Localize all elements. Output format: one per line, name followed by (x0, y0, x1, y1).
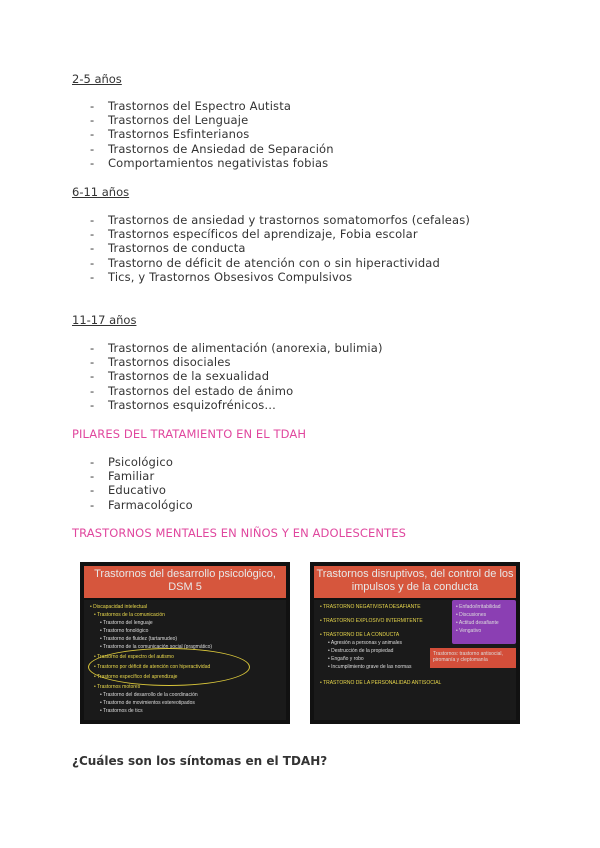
slide-line: Trastornos: trastorno antisocial, piromanía y cleptomanía (433, 651, 503, 663)
slide-line: • Trastornos de la comunicación (94, 612, 165, 618)
list-item: - Trastornos del Espectro Autista (72, 99, 334, 113)
slide-line: • Discapacidad intelectual (90, 604, 148, 610)
slide-line: • Vengativo (456, 628, 482, 634)
slide-line: • Trastorno del espectro del autismo (94, 654, 174, 660)
pilares-list (72, 455, 193, 512)
section-heading-6-11: 6-11 años (72, 185, 130, 199)
list-item: - Trastornos de la sexualidad (72, 369, 383, 383)
list-item: - Trastornos de conducta (72, 241, 470, 255)
slide-title: Trastornos del desarrollo psicológico, DSM 5 (84, 566, 286, 598)
slide-line: • TRASTORNO DE LA PERSONALIDAD ANTISOCIAL (320, 680, 442, 686)
slide-line: • Trastorno específico del aprendizaje (94, 674, 178, 680)
list-item: - Comportamientos negativistas fobias (72, 156, 334, 170)
list-item: - Familiar (72, 469, 193, 483)
list-item: - Trastornos de alimentación (anorexia, bulimia) (72, 341, 383, 355)
slide-body (84, 600, 286, 720)
section-heading-11-17: 11-17 años (72, 313, 137, 327)
list-item: - Trastorno de déficit de atención con o sin hiperactividad (72, 256, 470, 270)
purple-note-box (452, 600, 516, 644)
list-item: - Trastornos del estado de ánimo (72, 384, 383, 398)
slide-line: • Engaño y robo (328, 656, 364, 662)
slide-line: • Incumplimiento grave de las normas (328, 664, 412, 670)
question-text: ¿Cuáles son los síntomas en el TDAH? (72, 754, 328, 768)
slide-image-dsm5 (80, 562, 290, 724)
slide-line: • Enfado/irritabilidad (456, 604, 501, 610)
list-item: - Tics, y Trastornos Obsesivos Compulsivos (72, 270, 470, 284)
slide-line: • Trastorno de fluidez (tartamudeo) (100, 636, 178, 642)
slide-line: • Discusiones (456, 612, 487, 618)
slide-line: • Agresión a personas y animales (328, 640, 403, 646)
slide-line: • Trastorno del lenguaje (100, 620, 153, 626)
list-item: - Educativo (72, 483, 193, 497)
slide-image-disruptivos (310, 562, 520, 724)
slide-line: • TRASTORNO EXPLOSIVO INTERMITENTE (320, 618, 423, 624)
list-item: - Farmacológico (72, 498, 193, 512)
slide-line: • TRASTORNO NEGATIVISTA DESAFIANTE (320, 604, 421, 610)
trastornos-title: TRASTORNOS MENTALES EN NIÑOS Y EN ADOLESCENTES (72, 526, 406, 540)
slide-line: • Actitud desafiante (456, 620, 499, 626)
list-item: - Trastornos del Lenguaje (72, 113, 334, 127)
list-item: - Trastornos específicos del aprendizaje, Fobia escolar (72, 227, 470, 241)
list-2-5 (72, 99, 334, 170)
list-item: - Trastornos esquizofrénicos… (72, 398, 383, 412)
list-item: - Trastornos de Ansiedad de Separación (72, 142, 334, 156)
list-6-11 (72, 213, 470, 284)
section-heading-2-5: 2-5 años (72, 72, 122, 86)
slide-line: • Trastorno del desarrollo de la coordinación (100, 692, 198, 698)
slide-line: • Trastornos de tics (100, 708, 143, 714)
list-item: - Psicológico (72, 455, 193, 469)
pilares-title: PILARES DEL TRATAMIENTO EN EL TDAH (72, 427, 307, 441)
slide-line: • Trastorno de la comunicación social (pragmático) (100, 644, 213, 650)
list-11-17 (72, 341, 383, 412)
slide-body (314, 600, 516, 720)
slide-line: • Trastornos motores (94, 684, 141, 690)
slide-line: • Destrucción de la propiedad (328, 648, 394, 654)
slide-line: • Trastorno de movimientos estereotipados (100, 700, 195, 706)
slide-line: • TRASTORNO DE LA CONDUCTA (320, 632, 400, 638)
list-item: - Trastornos de ansiedad y trastornos somatomorfos (cefaleas) (72, 213, 470, 227)
slide-line: • Trastorno fonológico (100, 628, 149, 634)
list-item: - Trastornos Esfinterianos (72, 127, 334, 141)
slide-line: • Trastorno por déficit de atención con hiperactividad (94, 664, 211, 670)
slide-title: Trastornos disruptivos, del control de los impulsos y de la conducta (314, 566, 516, 598)
highlight-ellipse (88, 648, 250, 686)
list-item: - Trastornos disociales (72, 355, 383, 369)
red-note-box (430, 648, 516, 668)
